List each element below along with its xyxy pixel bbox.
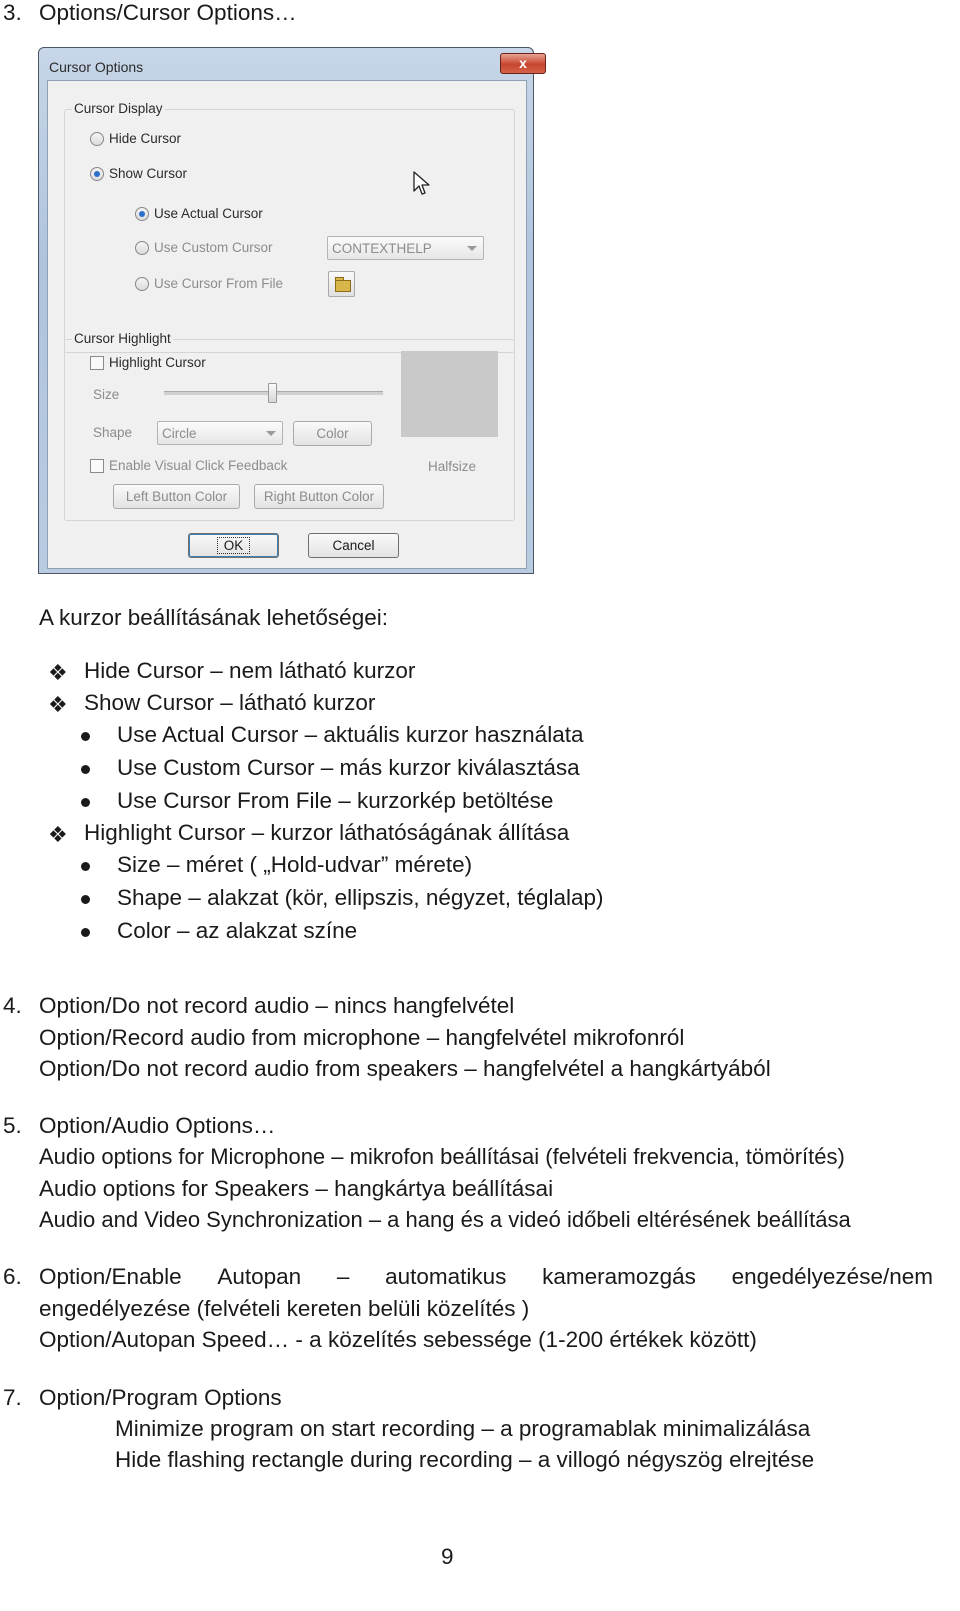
list-item-text: Use Custom Cursor – más kurzor kiválasztása [117, 755, 580, 780]
section-7-line-2: Minimize program on start recording – a programablak minimalizálása [115, 1416, 811, 1441]
cancel-button-label: Cancel [332, 538, 375, 553]
color-button-label: Color [316, 426, 349, 441]
shape-select[interactable] [157, 421, 283, 445]
bullet-dot-icon [81, 895, 90, 904]
section-6-line-3: Option/Autopan Speed… - a közelítés sebessége (1-200 értékek között) [39, 1327, 757, 1352]
dialog-title: Cursor Options [49, 59, 144, 75]
list-item [0, 920, 960, 946]
diamond-bullet-icon: ❖ [48, 822, 68, 847]
visual-click-feedback-checkbox[interactable] [90, 459, 104, 473]
right-button-color-button[interactable] [254, 484, 384, 509]
use-custom-cursor-label: Use Custom Cursor [154, 240, 273, 255]
highlight-cursor-checkbox[interactable] [90, 356, 104, 370]
use-actual-cursor-radio[interactable] [135, 207, 149, 221]
cursor-options-dialog [38, 47, 534, 574]
use-actual-cursor-label: Use Actual Cursor [154, 206, 263, 221]
list-item-text: Use Cursor From File – kurzorkép betöltése [117, 788, 554, 813]
list-item [0, 724, 960, 750]
list-item [0, 692, 960, 718]
section-6-word: – [336, 1264, 350, 1289]
ok-button[interactable] [188, 533, 279, 558]
shape-label: Shape [93, 425, 133, 440]
show-cursor-radio[interactable] [90, 167, 104, 181]
list-item-text: Hide Cursor – nem látható kurzor [84, 658, 416, 683]
list-item [0, 660, 960, 686]
section-6-word: Autopan [217, 1264, 302, 1289]
section-3-number: 3. [3, 0, 22, 25]
section-5-line-2: Audio options for Microphone – mikrofon beállításai (felvételi frekvencia, tömörítés) [39, 1144, 845, 1169]
section-4-line-3: Option/Do not record audio from speakers – hangfelvétel a hangkártyából [39, 1056, 771, 1081]
right-button-color-label: Right Button Color [263, 489, 375, 504]
list-item-text: Size – méret ( „Hold-udvar” mérete) [117, 852, 473, 877]
section-6-word: kameramozgás [542, 1264, 696, 1289]
bullet-dot-icon [81, 928, 90, 937]
left-button-color-button[interactable] [113, 484, 240, 509]
list-item [0, 854, 960, 880]
section-6-word: engedélyezése/nem [731, 1264, 933, 1289]
section-4-line-2: Option/Record audio from microphone – hangfelvétel mikrofonról [39, 1025, 685, 1050]
bullet-dot-icon [81, 732, 90, 741]
diamond-bullet-icon: ❖ [48, 660, 68, 685]
custom-cursor-value: CONTEXTHELP [332, 241, 432, 256]
cancel-button[interactable] [308, 533, 399, 558]
shape-value: Circle [162, 426, 197, 441]
list-item [0, 757, 960, 783]
highlight-cursor-label: Highlight Cursor [109, 355, 206, 370]
visual-click-feedback-label: Enable Visual Click Feedback [109, 458, 288, 473]
use-cursor-from-file-radio[interactable] [135, 277, 149, 291]
section-4-line-1: Option/Do not record audio – nincs hangfelvétel [39, 993, 515, 1018]
halfsize-label: Halfsize [428, 459, 477, 474]
section-7-line-1: Option/Program Options [39, 1385, 282, 1410]
list-item-text: Use Actual Cursor – aktuális kurzor használata [117, 722, 584, 747]
section-5-line-4: Audio and Video Synchronization – a hang és a videó időbeli eltérésének beállítása [39, 1207, 851, 1232]
list-item [0, 790, 960, 816]
dialog-close-button[interactable]: x [500, 53, 546, 74]
list-item [0, 822, 960, 848]
hide-cursor-radio[interactable] [90, 132, 104, 146]
section-3-title: Options/Cursor Options… [39, 0, 297, 25]
list-item-text: Highlight Cursor – kurzor láthatóságának állítása [84, 820, 570, 845]
highlight-preview [401, 351, 498, 437]
section-4-number: 4. [3, 993, 22, 1018]
list-item-text: Color – az alakzat színe [117, 918, 358, 943]
section-6-word: automatikus [385, 1264, 507, 1289]
chevron-down-icon [467, 246, 477, 251]
intro-text: A kurzor beállításának lehetőségei: [39, 605, 388, 630]
section-6-line-1 [39, 1266, 933, 1289]
ok-button-label: OK [217, 537, 251, 554]
open-file-button[interactable] [328, 271, 355, 297]
page-number: 9 [441, 1544, 454, 1569]
section-6-number: 6. [3, 1264, 22, 1289]
chevron-down-icon [266, 431, 276, 436]
cursor-display-label: Cursor Display [74, 101, 163, 116]
section-6-line-2: engedélyezése (felvételi kereten belüli közelítés ) [39, 1296, 530, 1321]
cursor-highlight-label: Cursor Highlight [74, 331, 171, 346]
bullet-dot-icon [81, 765, 90, 774]
section-6-word: Option/Enable [39, 1264, 182, 1289]
show-cursor-label: Show Cursor [109, 166, 188, 181]
size-label: Size [93, 387, 120, 402]
diamond-bullet-icon: ❖ [48, 692, 68, 717]
custom-cursor-select[interactable] [327, 236, 484, 260]
left-button-color-label: Left Button Color [125, 489, 228, 504]
list-item-text: Show Cursor – látható kurzor [84, 690, 376, 715]
use-custom-cursor-radio[interactable] [135, 241, 149, 255]
list-item-text: Shape – alakzat (kör, ellipszis, négyzet, téglalap) [117, 885, 604, 910]
hide-cursor-label: Hide Cursor [109, 131, 182, 146]
list-item [0, 887, 960, 913]
color-button[interactable] [293, 421, 372, 446]
size-slider-thumb[interactable] [268, 383, 277, 403]
section-5-number: 5. [3, 1113, 22, 1138]
mouse-pointer-icon [413, 171, 431, 197]
use-cursor-from-file-label: Use Cursor From File [154, 276, 284, 291]
section-5-line-1: Option/Audio Options… [39, 1113, 276, 1138]
dialog-body [47, 80, 527, 569]
section-7-line-3: Hide flashing rectangle during recording – a villogó négyszög elrejtése [115, 1447, 815, 1472]
bullet-dot-icon [81, 862, 90, 871]
section-7-number: 7. [3, 1385, 22, 1410]
section-5-line-3: Audio options for Speakers – hangkártya beállításai [39, 1176, 554, 1201]
bullet-dot-icon [81, 798, 90, 807]
